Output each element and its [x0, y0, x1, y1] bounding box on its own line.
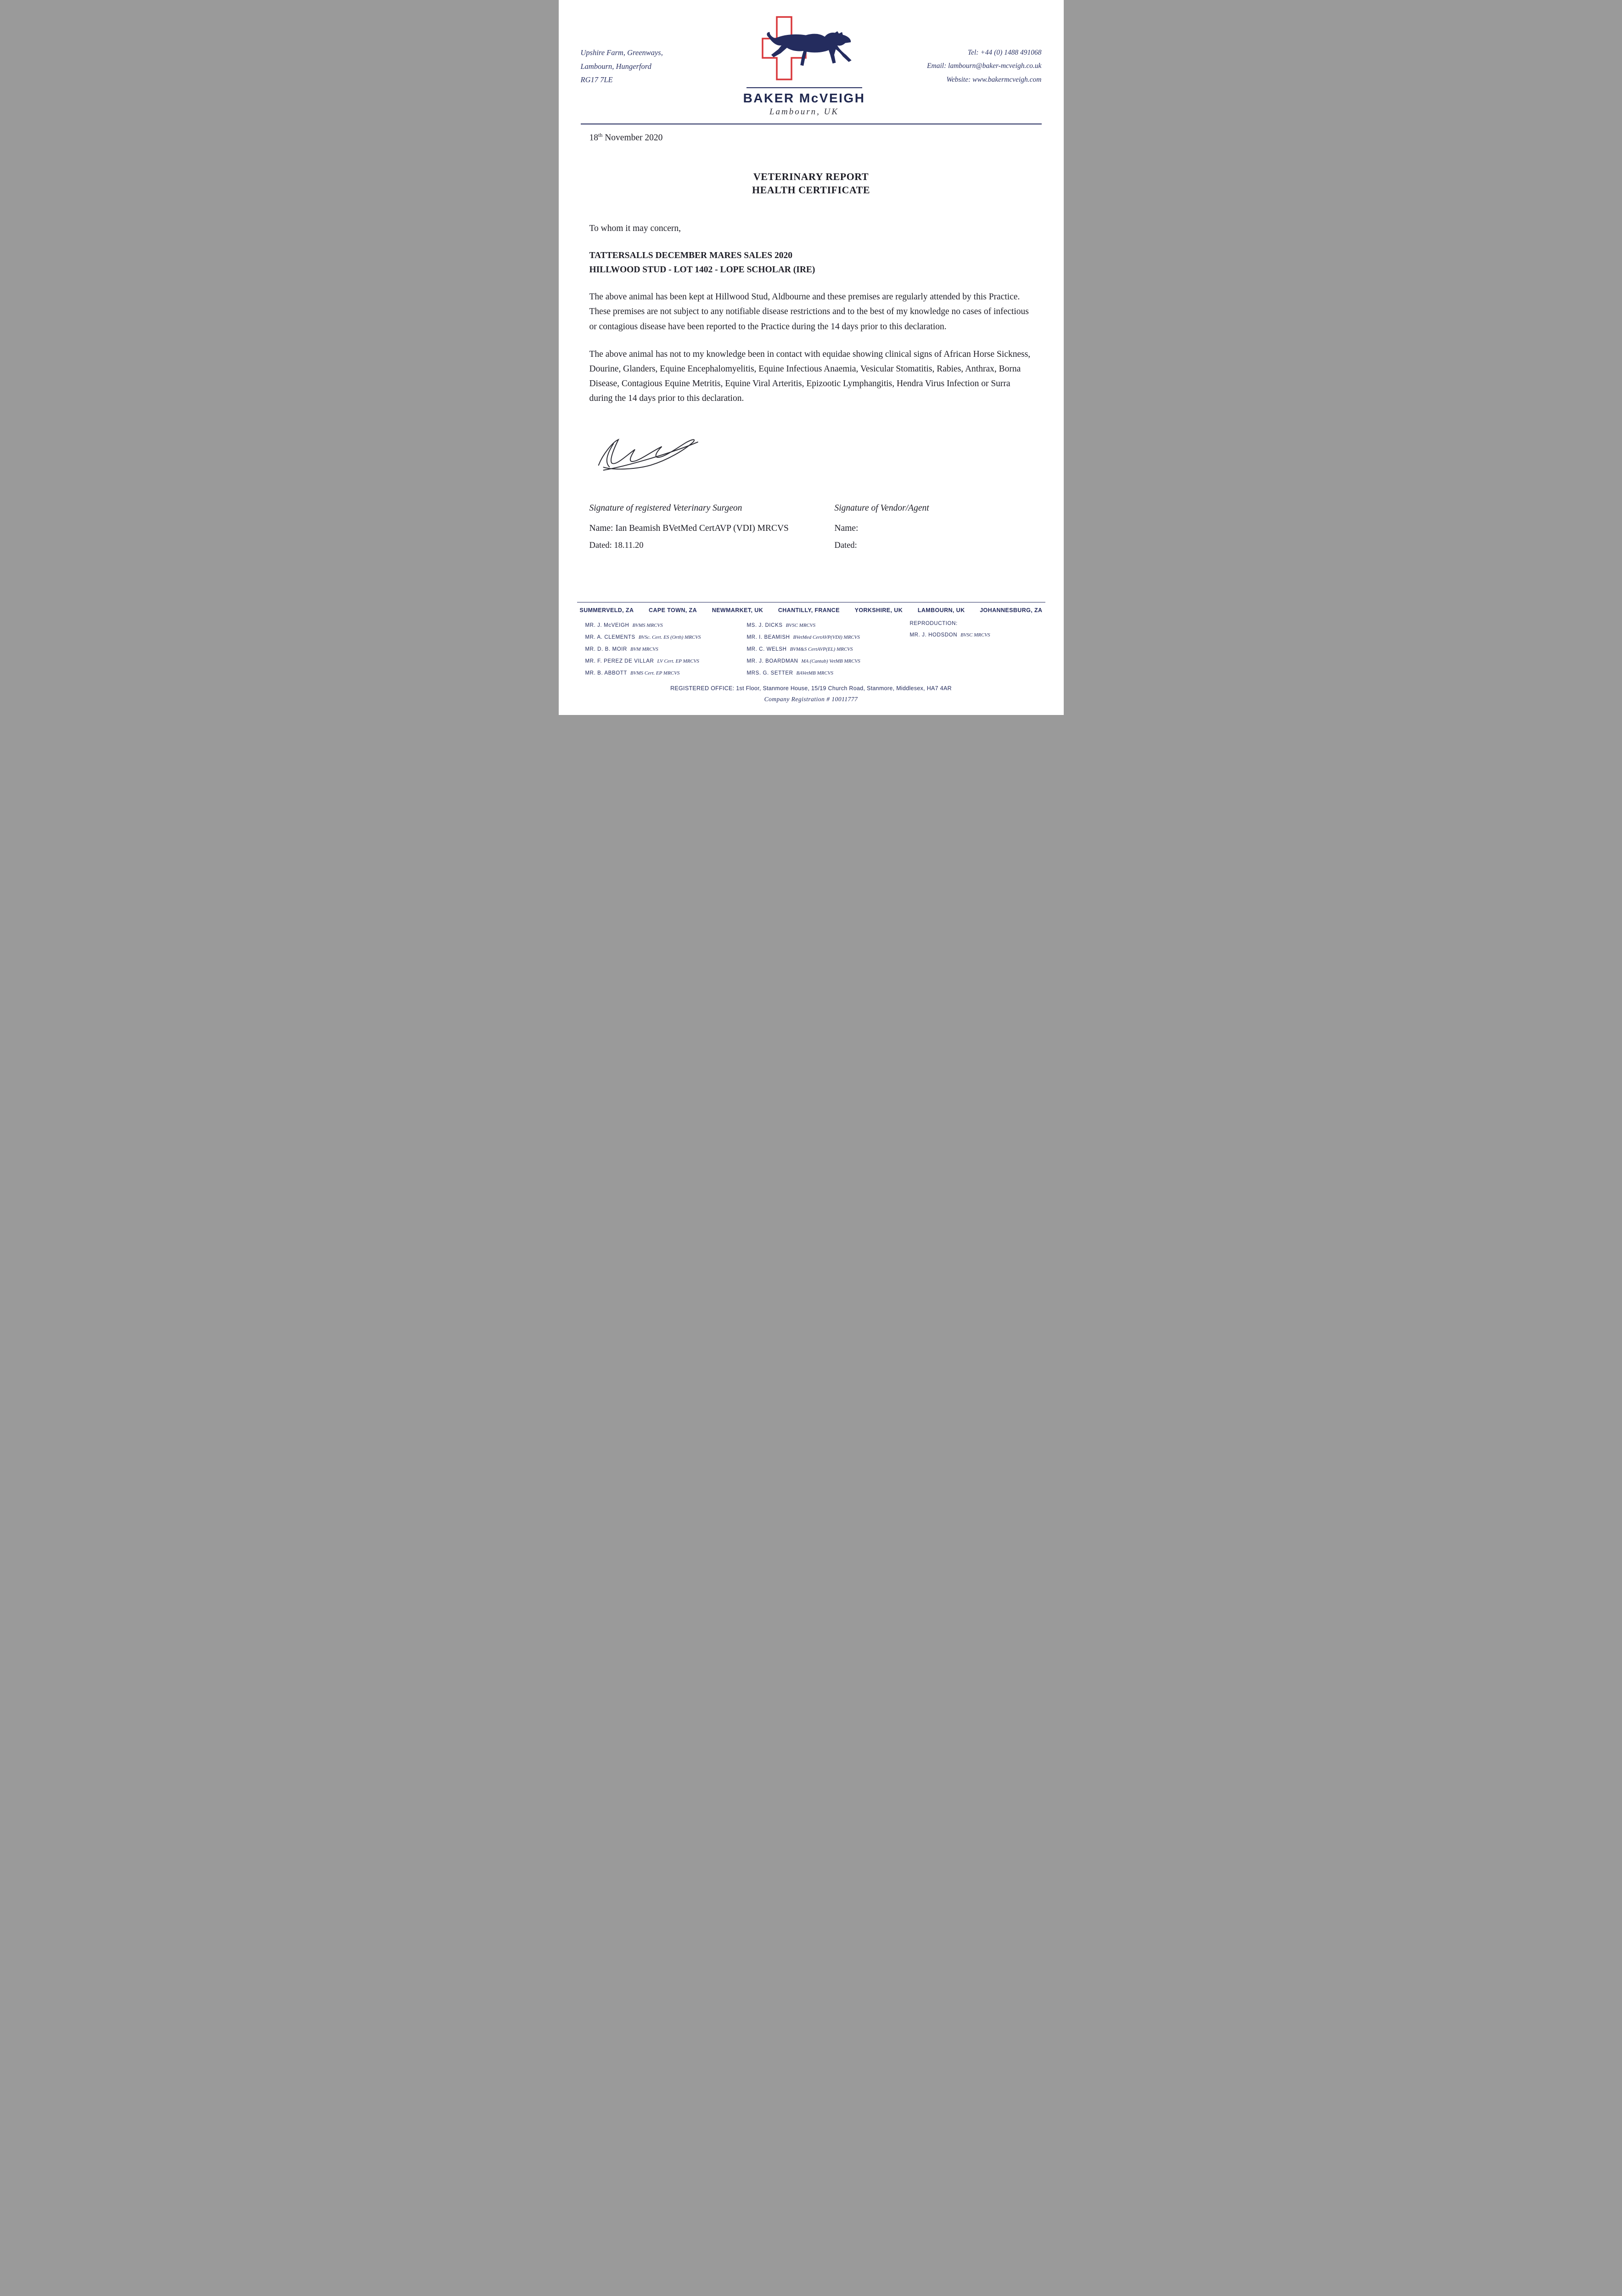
date-month-year: November 2020: [602, 133, 663, 143]
staff-name: MR. B. ABBOTT: [585, 670, 628, 676]
staff-qualification: MA (Cantab) VetMB MRCVS: [801, 658, 860, 664]
website-address: Website: www.bakermcveigh.com: [946, 75, 1042, 84]
staff-name: MS. J. DICKS: [746, 623, 783, 628]
letter-body: [559, 132, 1064, 551]
handwritten-signature: [589, 431, 1033, 475]
staff-name: MRS. G. SETTER: [746, 670, 793, 676]
signature-scribble-icon: [589, 431, 713, 475]
brand-location: Lambourn, UK: [769, 107, 839, 117]
address-line: Upshire Farm, Greenways,: [580, 48, 663, 57]
staff-qualification: BVetMed CertAVP(VDI) MRCVS: [793, 635, 860, 640]
staff-qualification: LV Cert. EP MRCVS: [657, 658, 699, 664]
staff-member: [747, 633, 910, 641]
vet-signature-label: Signature of registered Veterinary Surgeon: [589, 503, 742, 513]
staff-column-reproduction: [910, 621, 1064, 681]
logo-artwork: [749, 16, 859, 85]
subject-block: [589, 248, 1033, 277]
staff-name: MR. C. WELSH: [746, 647, 787, 652]
location: YORKSHIRE, UK: [854, 607, 903, 613]
title-line-1: VETERINARY REPORT: [753, 170, 869, 182]
staff-name: MR. F. PEREZ DE VILLAR: [585, 658, 654, 664]
document-title: [589, 170, 1033, 197]
staff-name: MR. I. BEAMISH: [746, 635, 790, 640]
subject-line-2: HILLWOOD STUD - LOT 1402 - LOPE SCHOLAR (IRE): [589, 265, 815, 275]
location: LAMBOURN, UK: [917, 607, 965, 613]
brand-name: BAKER McVEIGH: [743, 91, 865, 105]
staff-name: MR. J. HODSDON: [909, 632, 958, 638]
staff-member: [747, 621, 910, 629]
staff-qualification: BAVetMB MRCVS: [796, 670, 833, 676]
staff-column-2: [747, 621, 910, 681]
staff-qualification: BVM MRCVS: [630, 647, 658, 652]
staff-member: [585, 645, 747, 653]
location: CHANTILLY, FRANCE: [778, 607, 840, 613]
letter-date: [589, 132, 1033, 143]
logo-divider: [746, 87, 862, 88]
letterhead: [559, 0, 1064, 117]
staff-member: [585, 621, 747, 629]
vet-dated: Dated: 18.11.20: [589, 541, 644, 551]
staff-name: MR. J. McVEIGH: [585, 623, 629, 628]
email-address: Email: lambourn@baker-mcveigh.co.uk: [927, 62, 1042, 70]
staff-member: [585, 657, 747, 665]
staff-qualification: BVSC MRCVS: [786, 623, 816, 628]
paragraph-premises: The above animal has been kept at Hillwood Stud, Aldbourne and these premises are regularly attended by this Practice. These premises are not subject to any notifiable disease restrictions and to the best of my knowledge no cases of infectious or contagious disease have been reported to the Practice during the 14 days prior to this declaration.: [589, 292, 1029, 332]
practice-address: [581, 46, 705, 117]
vendor-dated: Dated:: [834, 541, 857, 551]
staff-member: [585, 633, 747, 641]
galloping-horse-icon: [765, 31, 859, 86]
staff-column-1: [585, 621, 747, 681]
contact-info: [904, 46, 1042, 117]
location: SUMMERVELD, ZA: [579, 607, 634, 613]
vendor-signature-label: Signature of Vendor/Agent: [834, 503, 929, 513]
subject-line-1: TATTERSALLS DECEMBER MARES SALES 2020: [589, 250, 792, 260]
staff-member: [747, 657, 910, 665]
staff-qualification: BVM&S CertAVP(EL) MRCVS: [790, 647, 853, 652]
address-line: Lambourn, Hungerford: [580, 62, 651, 71]
staff-name: MR. A. CLEMENTS: [585, 635, 635, 640]
reproduction-header: REPRODUCTION:: [909, 621, 958, 626]
location: NEWMARKET, UK: [712, 607, 763, 613]
date-day: 18: [589, 133, 598, 143]
paragraph-contact-diseases: The above animal has not to my knowledge been in contact with equidae showing clinical signs of African Horse Sickness, Dourine, Glanders, Equine Encephalomyelitis, Equine Infectious Anaemia, Vesicular Stomatitis, Rabies, Anthrax, Borna Disease, Contagious Equine Metritis, Equine Viral Arteritis, Epizootic Lymphangitis, Hendra Virus Infection or Surra during the 14 days prior to this declaration.: [589, 349, 1031, 404]
location: JOHANNESBURG, ZA: [980, 607, 1043, 613]
phone-number: Tel: +44 (0) 1488 491068: [967, 49, 1042, 56]
letter-footer: [559, 602, 1064, 715]
staff-member: [910, 630, 1064, 639]
company-registration: Company Registration # 10011777: [764, 696, 858, 703]
staff-name: MR. J. BOARDMAN: [746, 658, 798, 664]
document-page: [559, 0, 1064, 715]
staff-member: [747, 645, 910, 653]
staff-qualification: BVMS Cert. EP MRCVS: [630, 670, 680, 676]
staff-directory: [559, 613, 1064, 681]
staff-qualification: BVSc. Cert. ES (Orth) MRCVS: [638, 635, 701, 640]
vet-signature-column: [589, 503, 835, 551]
signature-block: [589, 503, 1033, 551]
location: CAPE TOWN, ZA: [649, 607, 697, 613]
staff-qualification: BVSC MRCVS: [960, 632, 990, 638]
vet-name: Name: Ian Beamish BVetMed CertAVP (VDI) MRCVS: [589, 523, 789, 534]
address-line: RG17 7LE: [580, 75, 613, 84]
staff-member: [585, 669, 747, 677]
salutation: To whom it may concern,: [589, 223, 681, 233]
vendor-name: Name:: [834, 523, 859, 534]
practice-logo: [742, 16, 866, 117]
registered-office: REGISTERED OFFICE: 1st Floor, Stanmore House, 15/19 Church Road, Stanmore, Middlesex, HA7 4AR: [670, 685, 952, 692]
date-ordinal: th: [598, 132, 603, 138]
staff-name: MR. D. B. MOIR: [585, 647, 627, 652]
office-locations: [559, 602, 1064, 613]
title-line-2: HEALTH CERTIFICATE: [752, 184, 870, 196]
vendor-signature-column: [835, 503, 1033, 551]
staff-member: [747, 669, 910, 677]
staff-qualification: BVMS MRCVS: [632, 623, 663, 628]
